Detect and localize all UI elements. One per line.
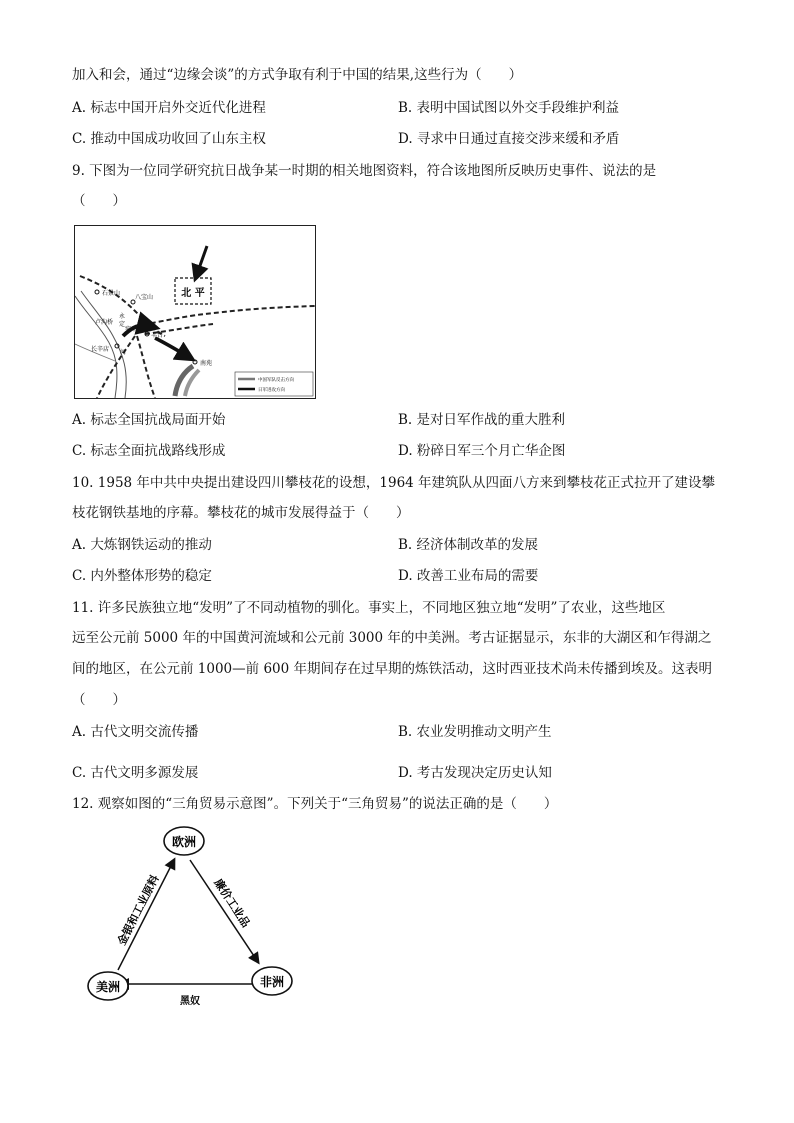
legend-chinese-counter: 中国军队反击方向 (258, 378, 294, 383)
q11-stem-line3: 间的地区，在公元前 1000—前 600 年期间存在过早期的炼铁活动，这时西亚技术尚未传播到埃及。这表明 (72, 661, 712, 677)
q9-map-svg (75, 226, 315, 398)
q10-option-a: A. 大炼钢铁运动的推动 (72, 537, 212, 553)
q12-triangle-svg (72, 820, 312, 1010)
q9-stem-line1: 9. 下图为一位同学研究抗日战争某一时期的相关地图资料，符合该地图所反映历史事件、说法的是 (72, 163, 657, 179)
q10-option-d: D. 改善工业布局的需要 (398, 568, 539, 584)
edge-label-slaves: 黑奴 (180, 996, 200, 1007)
attack-arrow-north (197, 246, 207, 274)
q11-option-d: D. 考古发现决定历史认知 (398, 765, 552, 781)
q12-stem: 12. 观察如图的“三角贸易示意图”。下列关于“三角贸易”的说法正确的是（ ） (72, 796, 558, 812)
q9-option-c: C. 标志全面抗战路线形成 (72, 443, 226, 459)
q9-stem-line2: （ ） (72, 193, 126, 209)
node-europe-label: 欧洲 (171, 835, 197, 849)
q9-map (74, 225, 316, 399)
q10-stem-line1: 10. 1958 年中共中央提出建设四川攀枝花的设想，1964 年建筑队从四面八方来到攀枝花正式拉开了建设攀 (72, 475, 716, 491)
q9-option-a: A. 标志全国抗战局面开始 (72, 412, 226, 428)
q9-option-d: D. 粉碎日军三个月亡华企图 (398, 443, 566, 459)
map-place-fengtai: 丰台 (151, 332, 164, 339)
q8-option-b: B. 表明中国试图以外交手段维护利益 (398, 100, 620, 116)
river-line-2 (81, 291, 126, 398)
railway-5 (137, 336, 155, 398)
q11-stem-line2: 远至公元前 5000 年的中国黄河流域和公元前 3000 年的中美洲。考古证据显示，东非的大湖区和乍得湖之 (72, 630, 712, 646)
railway-2 (135, 306, 315, 326)
q12-triangle-diagram (72, 820, 312, 1010)
q11-option-a: A. 古代文明交流传播 (72, 724, 199, 740)
q8-stem-tail: 加入和会，通过“边缘会谈”的方式争取有利于中国的结果,这些行为（ ） (72, 67, 523, 83)
map-place-lugouqiao: 卢沟桥 (95, 319, 114, 326)
legend-japanese-attack: 日军进攻方向 (258, 388, 285, 393)
q9-option-b: B. 是对日军作战的重大胜利 (398, 412, 566, 428)
map-place-wanping: 宛平 (125, 326, 138, 333)
map-river-char-2: 定 (119, 321, 126, 328)
edge-america-europe (118, 860, 174, 970)
q11-stem-line1: 11. 许多民族独立地“发明”了不同动植物的驯化。事实上，不同地区独立地“发明”了农业，这些地区 (72, 600, 666, 616)
map-place-babaoshan: 八宝山 (135, 294, 154, 301)
q11-option-c: C. 古代文明多源发展 (72, 765, 199, 781)
map-city-beiping: 北 平 (181, 288, 205, 299)
edge-label-cheap-goods: 廉价工业品 (211, 876, 253, 930)
edge-label-gold-silver: 金银和工业原料 (115, 872, 162, 948)
q8-option-a: A. 标志中国开启外交近代化进程 (72, 100, 266, 116)
map-place-shijingshan: 石景山 (102, 290, 121, 297)
q10-option-b: B. 经济体制改革的发展 (398, 537, 539, 553)
map-river-char-1: 永 (119, 313, 126, 320)
q8-option-d: D. 寻求中日通过直接交涉来缓和矛盾 (398, 131, 620, 147)
q11-stem-line4: （ ） (72, 692, 126, 708)
q10-option-c: C. 内外整体形势的稳定 (72, 568, 212, 584)
q11-option-b: B. 农业发明推动文明产生 (398, 724, 552, 740)
attack-arrow-nanyuan (155, 338, 187, 356)
map-place-nanyuan: 南苑 (200, 360, 213, 367)
map-place-changxindian: 长辛店 (91, 346, 110, 353)
q8-option-c: C. 推动中国成功收回了山东主权 (72, 131, 266, 147)
node-africa-label: 非洲 (259, 975, 285, 989)
map-river-char-3: 河 (120, 349, 127, 356)
edge-europe-africa (190, 860, 258, 962)
q10-stem-line2: 枝花钢铁基地的序幕。攀枝花的城市发展得益于（ ） (72, 505, 410, 521)
node-america-label: 美洲 (95, 980, 121, 994)
